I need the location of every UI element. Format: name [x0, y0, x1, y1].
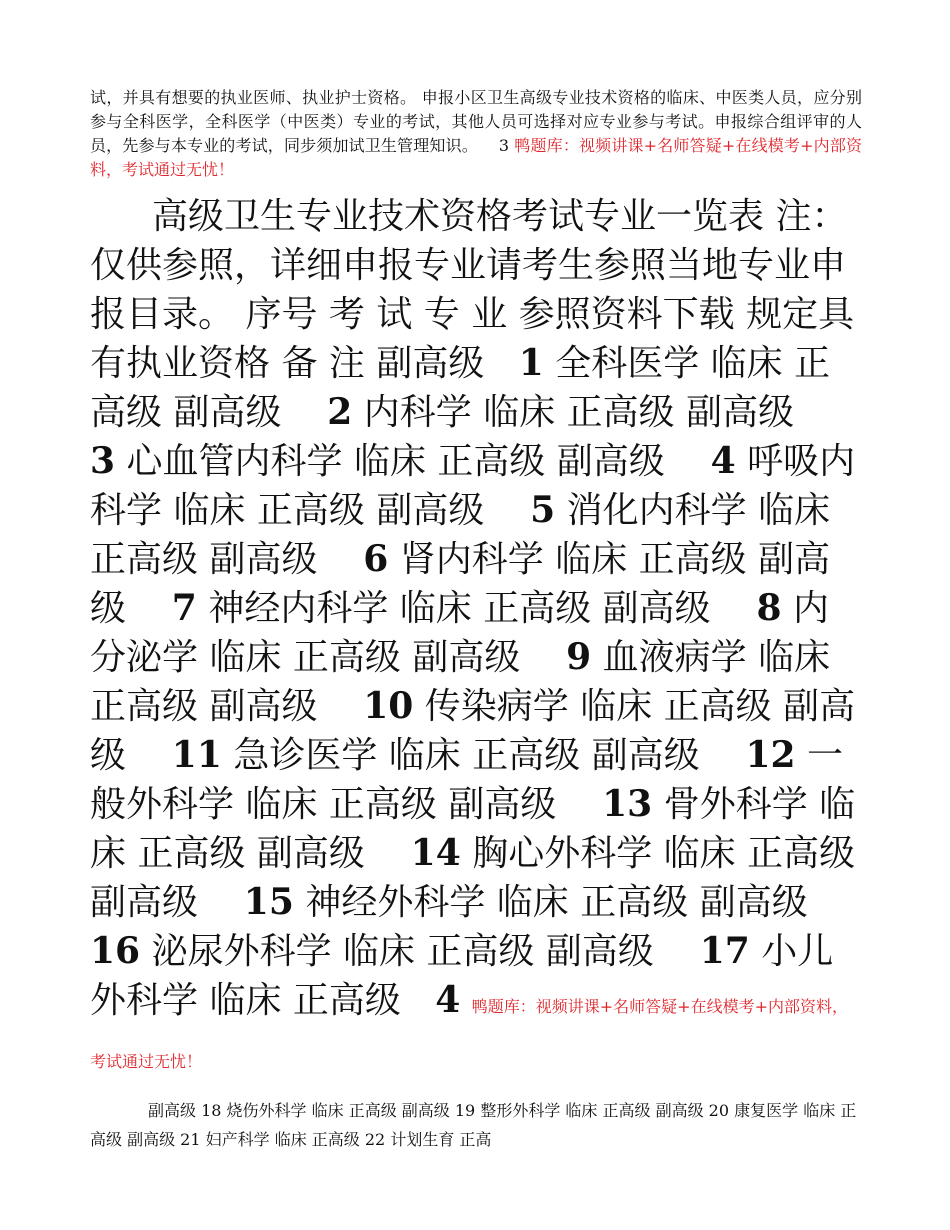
page-number-3: 3 — [498, 136, 510, 155]
row-text: 神经内科学 临床 正高级 副高级 — [208, 588, 711, 629]
row-text: 神经外科学 临床 正高级 副高级 — [305, 882, 808, 923]
specialty-list-paragraph — [90, 182, 862, 1086]
row-text: 骨外科学 临床 正高级 副高级 — [90, 784, 856, 874]
row-number: 10 — [363, 685, 414, 727]
row-number: 12 — [745, 734, 796, 776]
row-text: 泌尿外科学 临床 正高级 副高级 — [151, 931, 654, 972]
row-text: 胸心外科学 临床 正高级 副高级 — [90, 833, 856, 923]
row-text: 小儿外科学 临床 正高级 — [90, 931, 834, 1021]
table-heading-text: 高级卫生专业技术资格考试专业一览表 注：仅供参照，详细申报专业请考生参照当地专业申报目录。 序号 考 试 专 业 参照资料下载 规定具有执业资格 备 注 副高级 — [90, 196, 855, 384]
row-number: 6 — [363, 538, 389, 580]
row-text: 肾内科学 临床 正高级 副高级 — [90, 539, 831, 629]
row-number: 1 — [518, 342, 544, 384]
row-text: 内科学 临床 正高级 副高级 — [363, 392, 795, 433]
intro-body-text: 试，并具有想要的执业医师、执业护士资格。 申报小区卫生高级专业技术资格的临床、中医类人员，应分别参与全科医学，全科医学（中医类）专业的考试，其他人员可选择对应专业参与考试。申报综合组评审的人员，先参与本专业的考试，同步须加试卫生管理知识。 — [90, 88, 862, 155]
row-text: 血液病学 临床 正高级 副高级 — [90, 637, 831, 727]
specialty-row — [172, 735, 700, 776]
row-number: 13 — [602, 783, 653, 825]
row-text: 内分泌学 临床 正高级 副高级 — [90, 588, 829, 678]
row-text: 呼吸内科学 临床 正高级 副高级 — [90, 441, 856, 531]
row-text: 消化内科学 临床 正高级 副高级 — [90, 490, 831, 580]
ad-banner-2[interactable]: 鸭题库：视频讲课+名师答疑+在线模考+内部资料，考试通过无忧！ — [90, 997, 848, 1071]
row-number: 15 — [243, 881, 294, 923]
row-number: 14 — [410, 832, 461, 874]
bottom-text: 副高级 18 烧伤外科学 临床 正高级 副高级 19 整形外科学 临床 正高级 副高级 20 康复医学 临床 正高级 副高级 21 妇产科学 临床 正高级 22 计划生育 正高 — [90, 1101, 857, 1149]
row-number: 7 — [171, 587, 197, 629]
specialty-row — [90, 441, 665, 482]
row-number: 16 — [90, 930, 141, 972]
row-number: 3 — [90, 440, 116, 482]
specialty-row — [244, 882, 808, 923]
specialty-row — [327, 392, 794, 433]
specialty-rows — [90, 343, 855, 1021]
row-text: 一般外科学 临床 正高级 副高级 — [90, 735, 844, 825]
specialty-row — [172, 588, 711, 629]
document-page — [90, 86, 862, 1154]
row-number: 8 — [756, 587, 782, 629]
row-number: 11 — [171, 734, 222, 776]
page-number-4: 4 — [435, 979, 461, 1021]
row-number: 9 — [566, 636, 592, 678]
row-number: 4 — [710, 440, 736, 482]
row-number: 17 — [699, 930, 750, 972]
intro-paragraph — [90, 86, 862, 182]
row-number: 2 — [327, 391, 353, 433]
bottom-paragraph — [90, 1096, 862, 1154]
row-text: 传染病学 临床 正高级 副高级 — [90, 686, 856, 776]
row-text: 心血管内科学 临床 正高级 副高级 — [126, 441, 665, 482]
ad-banner-1[interactable]: 鸭题库：视频讲课+名师答疑+在线模考+内部资料，考试通过无忧！ — [90, 136, 862, 179]
row-number: 5 — [530, 489, 556, 531]
specialty-row — [90, 931, 654, 972]
row-text: 急诊医学 临床 正高级 副高级 — [233, 735, 700, 776]
row-text: 全科医学 临床 正高级 副高级 — [90, 343, 831, 433]
